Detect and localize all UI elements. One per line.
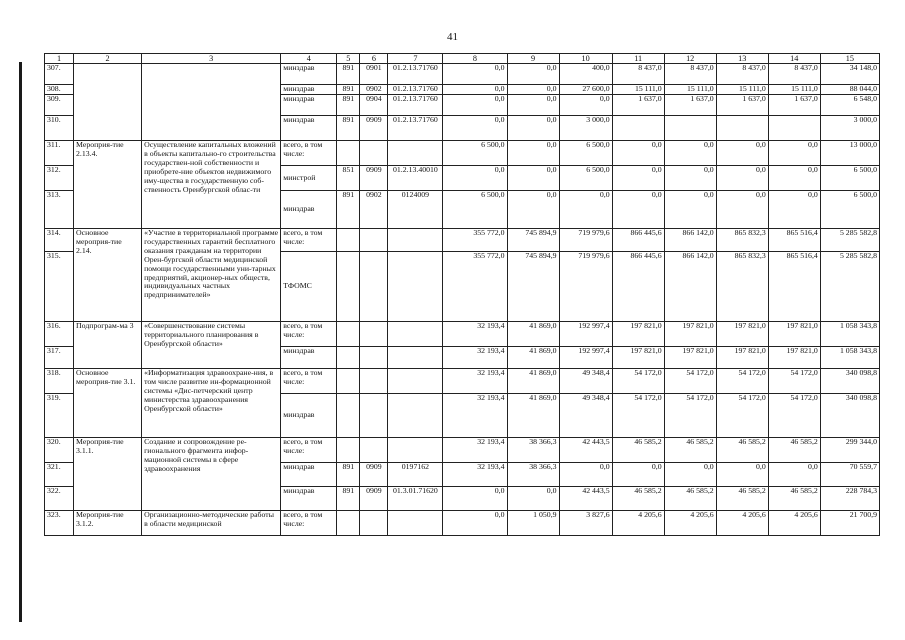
executor-cell: всего, в том числе: bbox=[281, 511, 337, 536]
value-cell: 745 894,9 bbox=[507, 229, 559, 252]
executor-cell: минздрав bbox=[281, 487, 337, 511]
section-cell: 0901 bbox=[360, 64, 388, 85]
value-cell: 8 437,0 bbox=[664, 64, 716, 85]
section-cell bbox=[360, 347, 388, 369]
value-cell: 32 193,4 bbox=[443, 322, 507, 347]
value-cell: 0,0 bbox=[664, 166, 716, 191]
value-cell: 15 111,0 bbox=[768, 85, 820, 95]
event-description-cell: «Участие в территориальной программе государственных гарантий бесплатного оказания гражданам на территории Орен-бургской области медицинской помощи государственными уни-тарных предприятий, акционер-ных обществ, индивидуальных частных предпринимателей» bbox=[142, 229, 281, 322]
code-cell bbox=[337, 252, 360, 322]
column-header: 1 bbox=[45, 54, 74, 64]
section-cell bbox=[360, 511, 388, 536]
table-row bbox=[45, 322, 880, 347]
event-description-cell: Организационно-методические работы в области медицинской bbox=[142, 511, 281, 536]
classifier-cell bbox=[388, 369, 443, 394]
classifier-cell: 0197162 bbox=[388, 463, 443, 487]
value-cell: 6 500,0 bbox=[443, 141, 507, 166]
row-number: 323. bbox=[45, 511, 74, 536]
code-cell bbox=[337, 322, 360, 347]
executor-cell: минздрав bbox=[281, 64, 337, 85]
value-cell: 197 821,0 bbox=[716, 322, 768, 347]
value-cell: 54 172,0 bbox=[768, 369, 820, 394]
value-cell: 46 585,2 bbox=[716, 438, 768, 463]
executor-cell: ТФОМС bbox=[281, 252, 337, 322]
column-header: 14 bbox=[768, 54, 820, 64]
table-row bbox=[45, 64, 880, 85]
executor-cell: минстрой bbox=[281, 166, 337, 191]
column-header: 15 bbox=[820, 54, 879, 64]
event-description-cell: «Информатизация здравоохране-ния, в том числе развитие ин-формационной системы «Дис-петчерский центр министерства здравоохранения Оренбургской области» bbox=[142, 369, 281, 438]
total-cell: 1 058 343,8 bbox=[820, 322, 879, 347]
value-cell: 46 585,2 bbox=[664, 438, 716, 463]
value-cell: 6 500,0 bbox=[443, 191, 507, 229]
value-cell: 0,0 bbox=[664, 191, 716, 229]
value-cell: 1 637,0 bbox=[716, 95, 768, 116]
section-cell bbox=[360, 438, 388, 463]
table-row bbox=[45, 141, 880, 166]
total-cell: 6 500,0 bbox=[820, 191, 879, 229]
value-cell: 0,0 bbox=[768, 191, 820, 229]
executor-cell: минздрав bbox=[281, 116, 337, 141]
value-cell: 8 437,0 bbox=[716, 64, 768, 85]
row-number: 314. bbox=[45, 229, 74, 252]
value-cell: 197 821,0 bbox=[664, 347, 716, 369]
value-cell: 355 772,0 bbox=[443, 252, 507, 322]
value-cell: 42 443,5 bbox=[559, 438, 612, 463]
value-cell: 0,0 bbox=[612, 463, 664, 487]
value-cell: 41 869,0 bbox=[507, 322, 559, 347]
value-cell: 32 193,4 bbox=[443, 347, 507, 369]
budget-table bbox=[44, 53, 880, 536]
event-name-cell: Основное мероприя-тие 3.1. bbox=[74, 369, 142, 438]
section-cell: 0909 bbox=[360, 166, 388, 191]
value-cell: 54 172,0 bbox=[612, 394, 664, 438]
value-cell: 0,0 bbox=[507, 64, 559, 85]
total-cell: 88 044,0 bbox=[820, 85, 879, 95]
section-cell bbox=[360, 229, 388, 252]
total-cell: 34 148,0 bbox=[820, 64, 879, 85]
value-cell: 15 111,0 bbox=[716, 85, 768, 95]
value-cell: 0,0 bbox=[507, 95, 559, 116]
column-header: 10 bbox=[559, 54, 612, 64]
classifier-cell bbox=[388, 322, 443, 347]
value-cell: 3 827,6 bbox=[559, 511, 612, 536]
value-cell: 49 348,4 bbox=[559, 369, 612, 394]
value-cell: 0,0 bbox=[443, 64, 507, 85]
value-cell: 38 366,3 bbox=[507, 438, 559, 463]
page-number: 41 bbox=[447, 31, 458, 43]
value-cell: 0,0 bbox=[768, 141, 820, 166]
value-cell: 0,0 bbox=[507, 487, 559, 511]
classifier-cell: 01.2.13.71760 bbox=[388, 85, 443, 95]
value-cell: 0,0 bbox=[559, 191, 612, 229]
value-cell: 41 869,0 bbox=[507, 369, 559, 394]
value-cell: 192 997,4 bbox=[559, 322, 612, 347]
table-row bbox=[45, 438, 880, 463]
column-header: 12 bbox=[664, 54, 716, 64]
total-cell: 21 700,9 bbox=[820, 511, 879, 536]
value-cell: 0,0 bbox=[443, 487, 507, 511]
code-cell: 891 bbox=[337, 463, 360, 487]
classifier-cell: 01.2.13.71760 bbox=[388, 95, 443, 116]
section-cell bbox=[360, 394, 388, 438]
value-cell: 27 600,0 bbox=[559, 85, 612, 95]
executor-cell: минздрав bbox=[281, 347, 337, 369]
value-cell: 0,0 bbox=[443, 95, 507, 116]
value-cell bbox=[716, 116, 768, 141]
executor-cell: всего, в том числе: bbox=[281, 229, 337, 252]
code-cell: 891 bbox=[337, 64, 360, 85]
section-cell bbox=[360, 322, 388, 347]
value-cell: 1 637,0 bbox=[664, 95, 716, 116]
value-cell: 0,0 bbox=[664, 141, 716, 166]
value-cell: 8 437,0 bbox=[612, 64, 664, 85]
total-cell: 6 548,0 bbox=[820, 95, 879, 116]
value-cell: 0,0 bbox=[612, 141, 664, 166]
total-cell: 1 058 343,8 bbox=[820, 347, 879, 369]
value-cell: 46 585,2 bbox=[664, 487, 716, 511]
total-cell: 299 344,0 bbox=[820, 438, 879, 463]
code-cell bbox=[337, 511, 360, 536]
row-number: 322. bbox=[45, 487, 74, 511]
value-cell: 0,0 bbox=[559, 95, 612, 116]
row-number: 318. bbox=[45, 369, 74, 394]
value-cell bbox=[768, 116, 820, 141]
value-cell: 865 832,3 bbox=[716, 229, 768, 252]
event-description-cell: «Совершенствование системы территориального планирования в Оренбургской области» bbox=[142, 322, 281, 369]
total-cell: 5 285 582,8 bbox=[820, 252, 879, 322]
value-cell: 866 142,0 bbox=[664, 229, 716, 252]
value-cell: 0,0 bbox=[443, 116, 507, 141]
code-cell: 891 bbox=[337, 116, 360, 141]
row-number: 311. bbox=[45, 141, 74, 166]
value-cell: 0,0 bbox=[443, 85, 507, 95]
row-number: 309. bbox=[45, 95, 74, 116]
row-number: 320. bbox=[45, 438, 74, 463]
code-cell bbox=[337, 438, 360, 463]
value-cell: 0,0 bbox=[612, 191, 664, 229]
section-cell: 0904 bbox=[360, 95, 388, 116]
section-cell: 0902 bbox=[360, 191, 388, 229]
classifier-cell bbox=[388, 229, 443, 252]
value-cell: 0,0 bbox=[716, 463, 768, 487]
event-name-cell: Основное мероприя-тие 2.14. bbox=[74, 229, 142, 322]
value-cell: 0,0 bbox=[443, 511, 507, 536]
classifier-cell: 01.2.13.71760 bbox=[388, 116, 443, 141]
value-cell: 41 869,0 bbox=[507, 347, 559, 369]
value-cell bbox=[664, 116, 716, 141]
value-cell: 197 821,0 bbox=[612, 322, 664, 347]
event-name-cell bbox=[74, 64, 142, 141]
value-cell: 32 193,4 bbox=[443, 394, 507, 438]
section-cell bbox=[360, 252, 388, 322]
section-cell bbox=[360, 141, 388, 166]
value-cell: 1 637,0 bbox=[612, 95, 664, 116]
value-cell: 0,0 bbox=[507, 166, 559, 191]
column-header: 5 bbox=[337, 54, 360, 64]
executor-cell: всего, в том числе: bbox=[281, 141, 337, 166]
value-cell: 355 772,0 bbox=[443, 229, 507, 252]
value-cell: 6 500,0 bbox=[559, 141, 612, 166]
code-cell: 891 bbox=[337, 191, 360, 229]
value-cell: 1 050,9 bbox=[507, 511, 559, 536]
classifier-cell: 01.3.01.71620 bbox=[388, 487, 443, 511]
value-cell: 46 585,2 bbox=[768, 438, 820, 463]
executor-cell: минздрав bbox=[281, 463, 337, 487]
value-cell: 46 585,2 bbox=[612, 487, 664, 511]
value-cell: 0,0 bbox=[612, 166, 664, 191]
margin-bar bbox=[19, 62, 22, 622]
executor-cell: минздрав bbox=[281, 191, 337, 229]
executor-cell: минздрав bbox=[281, 394, 337, 438]
executor-cell: минздрав bbox=[281, 95, 337, 116]
total-cell: 340 098,8 bbox=[820, 394, 879, 438]
value-cell: 0,0 bbox=[507, 141, 559, 166]
event-name-cell: Мероприя-тие 3.1.2. bbox=[74, 511, 142, 536]
row-number: 315. bbox=[45, 252, 74, 322]
value-cell: 0,0 bbox=[716, 191, 768, 229]
event-name-cell: Мероприя-тие 3.1.1. bbox=[74, 438, 142, 511]
value-cell: 866 142,0 bbox=[664, 252, 716, 322]
event-name-cell: Мероприя-тие 2.13.4. bbox=[74, 141, 142, 229]
section-cell: 0909 bbox=[360, 463, 388, 487]
value-cell: 865 516,4 bbox=[768, 229, 820, 252]
code-cell bbox=[337, 141, 360, 166]
value-cell: 0,0 bbox=[716, 141, 768, 166]
classifier-cell bbox=[388, 141, 443, 166]
value-cell: 0,0 bbox=[559, 463, 612, 487]
classifier-cell: 01.2.13.71760 bbox=[388, 64, 443, 85]
row-number: 321. bbox=[45, 463, 74, 487]
section-cell bbox=[360, 369, 388, 394]
value-cell: 866 445,6 bbox=[612, 252, 664, 322]
total-cell: 70 559,7 bbox=[820, 463, 879, 487]
executor-cell: всего, в том числе: bbox=[281, 322, 337, 347]
value-cell: 0,0 bbox=[664, 463, 716, 487]
row-number: 308. bbox=[45, 85, 74, 95]
table-row bbox=[45, 511, 880, 536]
column-header: 13 bbox=[716, 54, 768, 64]
value-cell: 46 585,2 bbox=[612, 438, 664, 463]
value-cell: 197 821,0 bbox=[768, 347, 820, 369]
value-cell: 0,0 bbox=[768, 463, 820, 487]
value-cell: 4 205,6 bbox=[664, 511, 716, 536]
section-cell: 0909 bbox=[360, 116, 388, 141]
code-cell: 891 bbox=[337, 95, 360, 116]
column-header: 9 bbox=[507, 54, 559, 64]
value-cell: 41 869,0 bbox=[507, 394, 559, 438]
column-header: 11 bbox=[612, 54, 664, 64]
value-cell: 0,0 bbox=[507, 116, 559, 141]
value-cell: 46 585,2 bbox=[716, 487, 768, 511]
value-cell: 719 979,6 bbox=[559, 229, 612, 252]
total-cell: 340 098,8 bbox=[820, 369, 879, 394]
executor-cell: всего, в том числе: bbox=[281, 369, 337, 394]
value-cell: 54 172,0 bbox=[664, 394, 716, 438]
value-cell: 15 111,0 bbox=[612, 85, 664, 95]
value-cell: 865 516,4 bbox=[768, 252, 820, 322]
code-cell bbox=[337, 229, 360, 252]
section-cell: 0909 bbox=[360, 487, 388, 511]
value-cell: 0,0 bbox=[507, 85, 559, 95]
executor-cell: минздрав bbox=[281, 85, 337, 95]
code-cell bbox=[337, 369, 360, 394]
classifier-cell bbox=[388, 252, 443, 322]
classifier-cell bbox=[388, 347, 443, 369]
value-cell: 15 111,0 bbox=[664, 85, 716, 95]
value-cell: 38 366,3 bbox=[507, 463, 559, 487]
table-row bbox=[45, 229, 880, 252]
value-cell: 54 172,0 bbox=[612, 369, 664, 394]
value-cell: 32 193,4 bbox=[443, 463, 507, 487]
code-cell bbox=[337, 347, 360, 369]
code-cell bbox=[337, 394, 360, 438]
code-cell: 891 bbox=[337, 487, 360, 511]
row-number: 312. bbox=[45, 166, 74, 191]
value-cell: 197 821,0 bbox=[716, 347, 768, 369]
value-cell bbox=[612, 116, 664, 141]
value-cell: 400,0 bbox=[559, 64, 612, 85]
value-cell: 0,0 bbox=[716, 166, 768, 191]
table-row bbox=[45, 369, 880, 394]
total-cell: 3 000,0 bbox=[820, 116, 879, 141]
value-cell: 54 172,0 bbox=[664, 369, 716, 394]
value-cell: 745 894,9 bbox=[507, 252, 559, 322]
value-cell: 4 205,6 bbox=[768, 511, 820, 536]
code-cell: 891 bbox=[337, 85, 360, 95]
section-cell: 0902 bbox=[360, 85, 388, 95]
value-cell: 42 443,5 bbox=[559, 487, 612, 511]
column-header: 3 bbox=[142, 54, 281, 64]
value-cell: 32 193,4 bbox=[443, 438, 507, 463]
classifier-cell: 01.2.13.40010 bbox=[388, 166, 443, 191]
header-row bbox=[45, 54, 880, 64]
event-name-cell: Подпрограм-ма 3 bbox=[74, 322, 142, 369]
value-cell: 0,0 bbox=[507, 191, 559, 229]
classifier-cell bbox=[388, 394, 443, 438]
value-cell: 54 172,0 bbox=[768, 394, 820, 438]
column-header: 6 bbox=[360, 54, 388, 64]
row-number: 317. bbox=[45, 347, 74, 369]
value-cell: 4 205,6 bbox=[612, 511, 664, 536]
row-number: 316. bbox=[45, 322, 74, 347]
classifier-cell bbox=[388, 438, 443, 463]
total-cell: 13 000,0 bbox=[820, 141, 879, 166]
value-cell: 6 500,0 bbox=[559, 166, 612, 191]
value-cell: 719 979,6 bbox=[559, 252, 612, 322]
code-cell: 851 bbox=[337, 166, 360, 191]
classifier-cell bbox=[388, 511, 443, 536]
value-cell: 8 437,0 bbox=[768, 64, 820, 85]
value-cell: 865 832,3 bbox=[716, 252, 768, 322]
value-cell: 46 585,2 bbox=[768, 487, 820, 511]
row-number: 307. bbox=[45, 64, 74, 85]
event-description-cell: Создание и сопровождение ре-гионального фрагмента инфор-мационной системы в сфере здравоохранения bbox=[142, 438, 281, 511]
row-number: 313. bbox=[45, 191, 74, 229]
total-cell: 228 784,3 bbox=[820, 487, 879, 511]
value-cell: 49 348,4 bbox=[559, 394, 612, 438]
value-cell: 54 172,0 bbox=[716, 394, 768, 438]
value-cell: 197 821,0 bbox=[768, 322, 820, 347]
classifier-cell: 0124009 bbox=[388, 191, 443, 229]
row-number: 319. bbox=[45, 394, 74, 438]
value-cell: 0,0 bbox=[768, 166, 820, 191]
value-cell: 54 172,0 bbox=[716, 369, 768, 394]
value-cell: 0,0 bbox=[443, 166, 507, 191]
value-cell: 197 821,0 bbox=[664, 322, 716, 347]
column-header: 7 bbox=[388, 54, 443, 64]
event-description-cell bbox=[142, 64, 281, 141]
executor-cell: всего, в том числе: bbox=[281, 438, 337, 463]
value-cell: 866 445,6 bbox=[612, 229, 664, 252]
value-cell: 197 821,0 bbox=[612, 347, 664, 369]
value-cell: 3 000,0 bbox=[559, 116, 612, 141]
value-cell: 192 997,4 bbox=[559, 347, 612, 369]
total-cell: 5 285 582,8 bbox=[820, 229, 879, 252]
column-header: 4 bbox=[281, 54, 337, 64]
value-cell: 1 637,0 bbox=[768, 95, 820, 116]
total-cell: 6 500,0 bbox=[820, 166, 879, 191]
column-header: 2 bbox=[74, 54, 142, 64]
value-cell: 32 193,4 bbox=[443, 369, 507, 394]
column-header: 8 bbox=[443, 54, 507, 64]
event-description-cell: Осуществление капитальных вложений в объекты капитально-го строительства государствен-ной собственности и приобрете-ние объектов недвижимого иму-щества в государственную соб-ственность Оренбургской облас-ти bbox=[142, 141, 281, 229]
value-cell: 4 205,6 bbox=[716, 511, 768, 536]
row-number: 310. bbox=[45, 116, 74, 141]
